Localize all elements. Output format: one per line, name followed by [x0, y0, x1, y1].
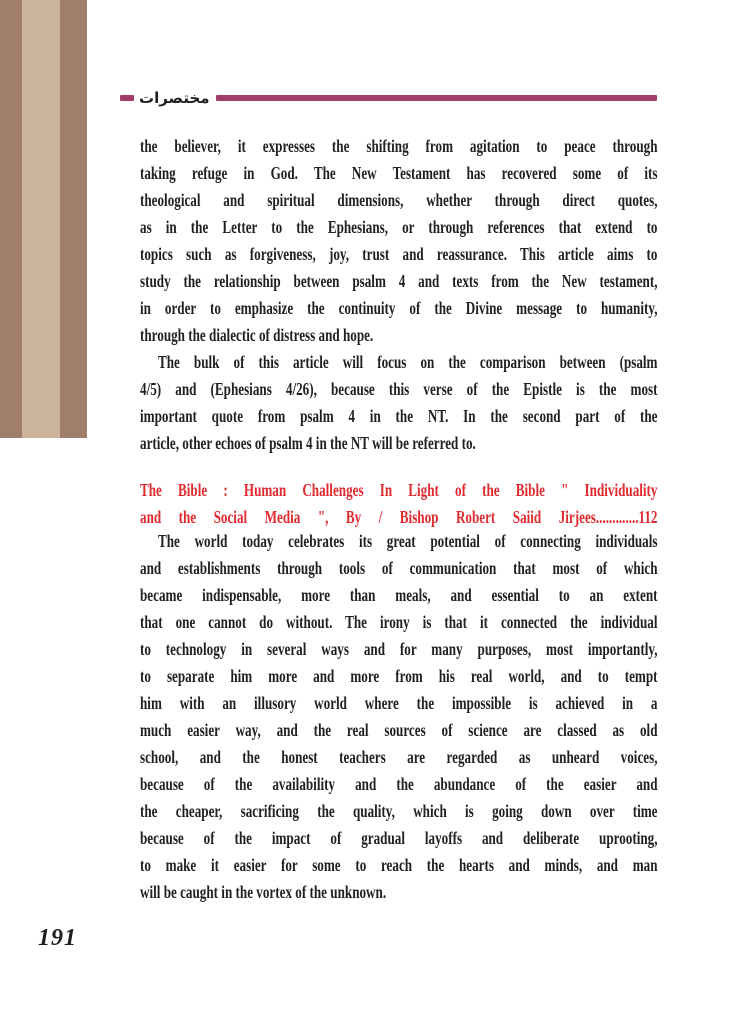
- page-number: 191: [38, 925, 77, 951]
- decorative-stripe-middle: [22, 0, 60, 438]
- text-line: study the relationship between psalm 4 and texts from the New testament,: [140, 271, 658, 291]
- text-line: important quote from psalm 4 in the NT. In the second part of the: [140, 406, 658, 426]
- text-line: and establishments through tools of communication that most of which: [140, 558, 658, 578]
- text-line: as in the Letter to the Ephesians, or through references that extend to: [140, 217, 658, 237]
- text-line: the cheaper, sacrificing the quality, which is going down over time: [140, 801, 658, 821]
- text-line: taking refuge in God. The New Testament has recovered some of its: [140, 163, 658, 183]
- decorative-stripe-outer: [0, 0, 22, 438]
- page-header: [120, 86, 657, 110]
- text-line: will be caught in the vortex of the unknown.: [140, 882, 387, 902]
- text-line: became indispensable, more than meals, and essential to an extent: [140, 585, 658, 605]
- abstracts-section: [140, 133, 658, 457]
- text-line: because of the availability and the abundance of the easier and: [140, 774, 658, 794]
- article-heading-bible-individuality: [140, 477, 658, 531]
- header-title-arabic: مختصرات: [139, 88, 210, 107]
- text-line: to make it easier for some to reach the hearts and minds, and man: [140, 855, 658, 875]
- text-line: to separate him more and more from his real world, and to tempt: [140, 666, 658, 686]
- text-line: article, other echoes of psalm 4 in the NT will be referred to.: [140, 433, 476, 453]
- text-line: theological and spiritual dimensions, whether through direct quotes,: [140, 190, 658, 210]
- text-line: The bulk of this article will focus on the comparison between (psalm: [158, 352, 658, 372]
- text-line: topics such as forgiveness, joy, trust and reassurance. This article aims to: [140, 244, 658, 264]
- paragraph-world-today: [140, 528, 658, 906]
- paragraph-article-focus: [140, 349, 658, 457]
- text-line: the believer, it expresses the shifting from agitation to peace through: [140, 136, 658, 156]
- text-line: The world today celebrates its great potential of connecting individuals: [158, 531, 658, 551]
- text-line: The Bible : Human Challenges In Light of the Bible " Individuality: [140, 480, 658, 500]
- text-line: that one cannot do without. The irony is that it connected the individual: [140, 612, 658, 632]
- header-rule: [216, 95, 657, 101]
- text-line: 4/5) and (Ephesians 4/26), because this verse of the Epistle is the most: [140, 379, 658, 399]
- text-line: him with an illusory world where the impossible is achieved in a: [140, 693, 658, 713]
- text-line: in order to emphasize the continuity of the Divine message to humanity,: [140, 298, 658, 318]
- decorative-stripe-inner: [60, 0, 87, 438]
- text-line: through the dialectic of distress and hope.: [140, 325, 374, 345]
- text-line: school, and the honest teachers are regarded as unheard voices,: [140, 747, 658, 767]
- text-line: and the Social Media ", By / Bishop Robert Saiid Jirjees.............112: [140, 507, 658, 527]
- paragraph-psalm-abstract: [140, 133, 658, 349]
- text-line: much easier way, and the real sources of science are classed as old: [140, 720, 658, 740]
- text-line: because of the impact of gradual layoffs and deliberate uprooting,: [140, 828, 658, 848]
- header-rule-left-dash: [120, 95, 134, 101]
- text-line: to technology in several ways and for many purposes, most importantly,: [140, 639, 658, 659]
